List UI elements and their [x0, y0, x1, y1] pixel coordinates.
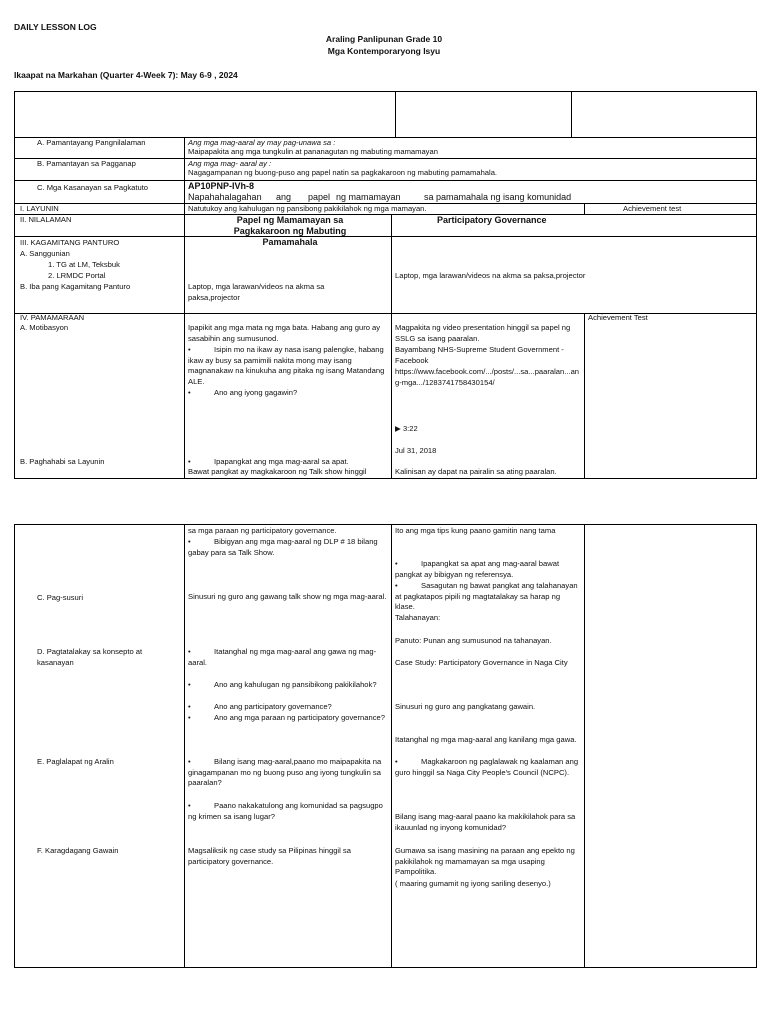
paghahabi-col1-line2: Bawat pangkat ay magkakaroon ng Talk show hinggil: [188, 467, 367, 476]
competency-word-5: sa pamamahala ng isang komunidad: [424, 192, 572, 202]
nilalaman-topic-1: Papel ng Mamamayan sa Pagkakaroon ng Mabuting Pamamahala: [233, 215, 347, 247]
pagsusuri-col1: Sinusuri ng guro ang gawang talk show ng mga mag-aaral.: [188, 592, 387, 601]
talkshow-continued: sa mga paraan ng participatory governance.: [188, 526, 337, 535]
motibasyon-col1-intro: Ipapikit ang mga mata ng mga bata. Habang ang guro ay sasabihin ang sumusunod.: [188, 323, 381, 343]
bullet-icon: •: [188, 702, 191, 711]
kasanayan-label: C. Mga Kasanayan sa Pagkatuto: [37, 183, 149, 192]
facebook-link[interactable]: https://www.facebook.com/.../posts/...sa...paaralan...ang-mga.../1283741758430154/: [395, 367, 580, 387]
motibasyon-col1-bullet-1: [188, 345, 388, 387]
pagtatalakay-col2: Sinusuri ng guro ang pangkatang gawain.: [395, 702, 536, 711]
subject-title: Araling Panlipunan Grade 10: [325, 34, 443, 44]
pagtatalakay-label: D. Pagtatalakay sa konsepto at kasanayan: [37, 647, 143, 667]
pangkat-bullet-1: [395, 559, 581, 580]
bullet-text: Magkakaroon ng paglalawak ng kaalaman ang guro hinggil sa Naga City People's Council (NCPC).: [395, 757, 579, 777]
divider: [584, 313, 585, 479]
layunin-text: Natutukoy ang kahulugan ng pansibong pakikilahok ng mga mamayan.: [188, 204, 427, 213]
pamantayan-pagganap-text: Nagagampanan ng buong-puso ang papel natin sa pagkakaroon ng mabuting pamamahala.: [188, 168, 498, 177]
pamantayan-pagganap-label: B. Pamantayan sa Pagganap: [37, 159, 136, 168]
achievement-test-1: Achievement test: [623, 204, 682, 213]
bullet-text: Ipapangkat ang mga mag-aaral sa apat.: [214, 457, 349, 466]
bullet-icon: •: [395, 559, 398, 568]
pamamaraan-label: IV. PAMAMARAAN: [20, 313, 85, 322]
pamantayan-pagganap-intro: Ang mga mag- aaral ay :: [188, 159, 272, 168]
quarter-week: Ikaapat na Markahan (Quarter 4-Week 7): May 6-9 , 2024: [14, 70, 238, 80]
motibasyon-col2-intro: Magpakita ng video presentation hinggil sa papel ng SSLG sa isang paaralan.: [395, 323, 571, 343]
divider: [571, 91, 572, 137]
bullet-text: Sasagutan ng bawat pangkat ang talahanayan at pagkatapos pipili ng magtatalakay sa harap ng klase.: [395, 581, 578, 612]
bullet-icon: •: [188, 537, 191, 546]
divider: [584, 203, 585, 214]
bullet-text: Isipin mo na ikaw ay nasa isang palengke, habang ikaw ay busy sa pamimili nakita mong may isang magnanakaw na kinukuha ang pitaka ng isang Matandang ALE.: [188, 345, 385, 386]
pagtatalakay-col2-b: Itatanghal ng mga mag-aaral ang kanilang mga gawa.: [395, 735, 577, 744]
karagdagang-gawain-col2: Gumawa sa isang masining na paraan ang epekto ng pakikilahok ng mamamayan sa mga usaping Pampolitika.: [395, 846, 575, 877]
paghahabi-label: B. Paghahabi sa Layunin: [20, 457, 105, 466]
layunin-label: I. LAYUNIN: [20, 204, 59, 213]
lesson-table-2: [14, 524, 757, 968]
motibasyon-label: A. Motibasyon: [20, 323, 69, 332]
video-date: Jul 31, 2018: [395, 446, 437, 455]
motibasyon-col2-source: Bayambang NHS-Supreme Student Government - Facebook: [395, 345, 564, 365]
pangkat-bullet-2: [395, 581, 581, 613]
bullet-icon: •: [188, 647, 191, 656]
divider: [391, 524, 392, 968]
tg-lm-label: 1. TG at LM, Teksbuk: [48, 260, 120, 269]
divider: [184, 524, 185, 968]
paghahabi-col1-bullet: [188, 457, 349, 468]
divider: [584, 524, 585, 968]
paghahabi-col2: Kalinisan ay dapat na pairalin sa ating paaralan.: [395, 467, 557, 476]
pagtatalakay-bullet-4: [188, 713, 388, 724]
divider: [391, 214, 392, 479]
karagdagang-gawain-note: ( maaring gumamit ng iyong sariling desenyo.): [395, 879, 551, 888]
karagdagang-gawain-col1: Magsaliksik ng case study sa Pilipinas hinggil sa participatory governance.: [188, 846, 351, 866]
paglalapat-col2-question: Bilang isang mag-aaral paano ka makikilahok para sa ikauunlad ng inyong komunidad?: [395, 812, 576, 832]
bullet-text: Ano ang kahulugan ng pansibikong pakikilahok?: [214, 680, 377, 689]
divider: [14, 180, 757, 181]
pagtatalakay-bullet-2: [188, 680, 388, 691]
pagtatalakay-bullet-3: [188, 702, 388, 713]
divider: [14, 236, 757, 237]
competency-word-3: papel: [308, 192, 331, 202]
competency-code: AP10PNP-IVh-8: [188, 181, 255, 191]
bullet-icon: •: [188, 388, 191, 397]
competency-word-2: ang: [276, 192, 292, 202]
nilalaman-label: II. NILALAMAN: [20, 215, 72, 224]
bullet-icon: •: [188, 801, 191, 810]
bullet-icon: •: [188, 757, 191, 766]
paglalapat-bullet-1: [188, 757, 388, 789]
pamantayang-pangnilalaman-label: A. Pamantayang Pangnilalaman: [37, 138, 146, 147]
iba-pang-kagamitan-label: B. Iba pang Kagamitang Panturo: [20, 282, 131, 291]
talahanayan-label: Talahanayan:: [395, 613, 441, 622]
nilalaman-topic-2: Participatory Governance: [437, 215, 547, 225]
panuto-text: Panuto: Punan ang sumusunod na tahanayan.: [395, 636, 552, 645]
pagtatalakay-bullet-1: [188, 647, 388, 668]
bullet-text: Ano ang mga paraan ng participatory governance?: [214, 713, 385, 722]
bullet-text: Paano nakakatulong ang komunidad sa pagsugpo ng krimen sa isang lugar?: [188, 801, 383, 821]
video-play-icon[interactable]: ▶ 3:22: [395, 424, 418, 433]
divider: [184, 137, 185, 479]
paglalapat-bullet-2: [188, 801, 388, 822]
bullet-icon: •: [188, 457, 191, 466]
lrmdc-label: 2. LRMDC Portal: [48, 271, 106, 280]
paglalapat-label: E. Paglalapat ng Aralin: [37, 757, 114, 766]
bullet-text: Itatanghal ng mga mag-aaral ang gawa ng mag-aaral.: [188, 647, 377, 667]
pagsusuri-label: C. Pag-susuri: [37, 593, 84, 602]
bullet-text: Ano ang participatory governance?: [214, 702, 332, 711]
bullet-icon: •: [188, 713, 191, 722]
kagamitan-col2: Laptop, mga larawan/videos na akma sa paksa,projector: [395, 271, 586, 280]
kagamitan-label: III. KAGAMITANG PANTURO: [20, 238, 120, 247]
dlp-bullet: [188, 537, 388, 558]
bullet-text: Ano ang iyong gagawin?: [214, 388, 298, 397]
competency-word-4: ng mamamayan: [336, 192, 401, 202]
karagdagang-gawain-label: F. Karagdagang Gawain: [37, 846, 119, 855]
pamantayang-pangnilalaman-intro: Ang mga mag-aaral ay may pag-unawa sa :: [188, 138, 336, 147]
bullet-text: Ipapangkat sa apat ang mag-aaral bawat pangkat ay bibigyan ng referensya.: [395, 559, 560, 579]
motibasyon-col1-bullet-2: [188, 388, 388, 399]
ncpc-bullet: [395, 757, 581, 778]
divider: [395, 91, 396, 137]
document-type: DAILY LESSON LOG: [14, 22, 97, 32]
bullet-icon: •: [395, 581, 398, 590]
achievement-test-2: Achievement Test: [588, 313, 648, 322]
bullet-icon: •: [188, 680, 191, 689]
subject-subtitle: Mga Kontemporaryong Isyu: [327, 46, 441, 56]
case-study: Case Study: Participatory Governance in Naga City: [395, 658, 568, 667]
bullet-icon: •: [188, 345, 191, 354]
bullet-icon: •: [395, 757, 398, 766]
bullet-text: Bibigyan ang mga mag-aaral ng DLP # 18 bilang gabay para sa Talk Show.: [188, 537, 378, 557]
tips-text: Ito ang mga tips kung paano gamitin nang tama: [395, 526, 556, 535]
kagamitan-col1: Laptop, mga larawan/videos na akma sa paksa,projector: [188, 282, 325, 302]
competency-word-1: Napahahalagahan: [188, 192, 262, 202]
bullet-text: Bilang isang mag-aaral,paano mo maipapakita na ginagampanan mo ng buong puso ang iyong tungkulin sa paaralan?: [188, 757, 382, 788]
sanggunian-label: A. Sanggunian: [20, 249, 70, 258]
pamantayang-pangnilalaman-text: Maipapakita ang mga tungkulin at pananagutan ng mabuting mamamayan: [188, 147, 438, 156]
